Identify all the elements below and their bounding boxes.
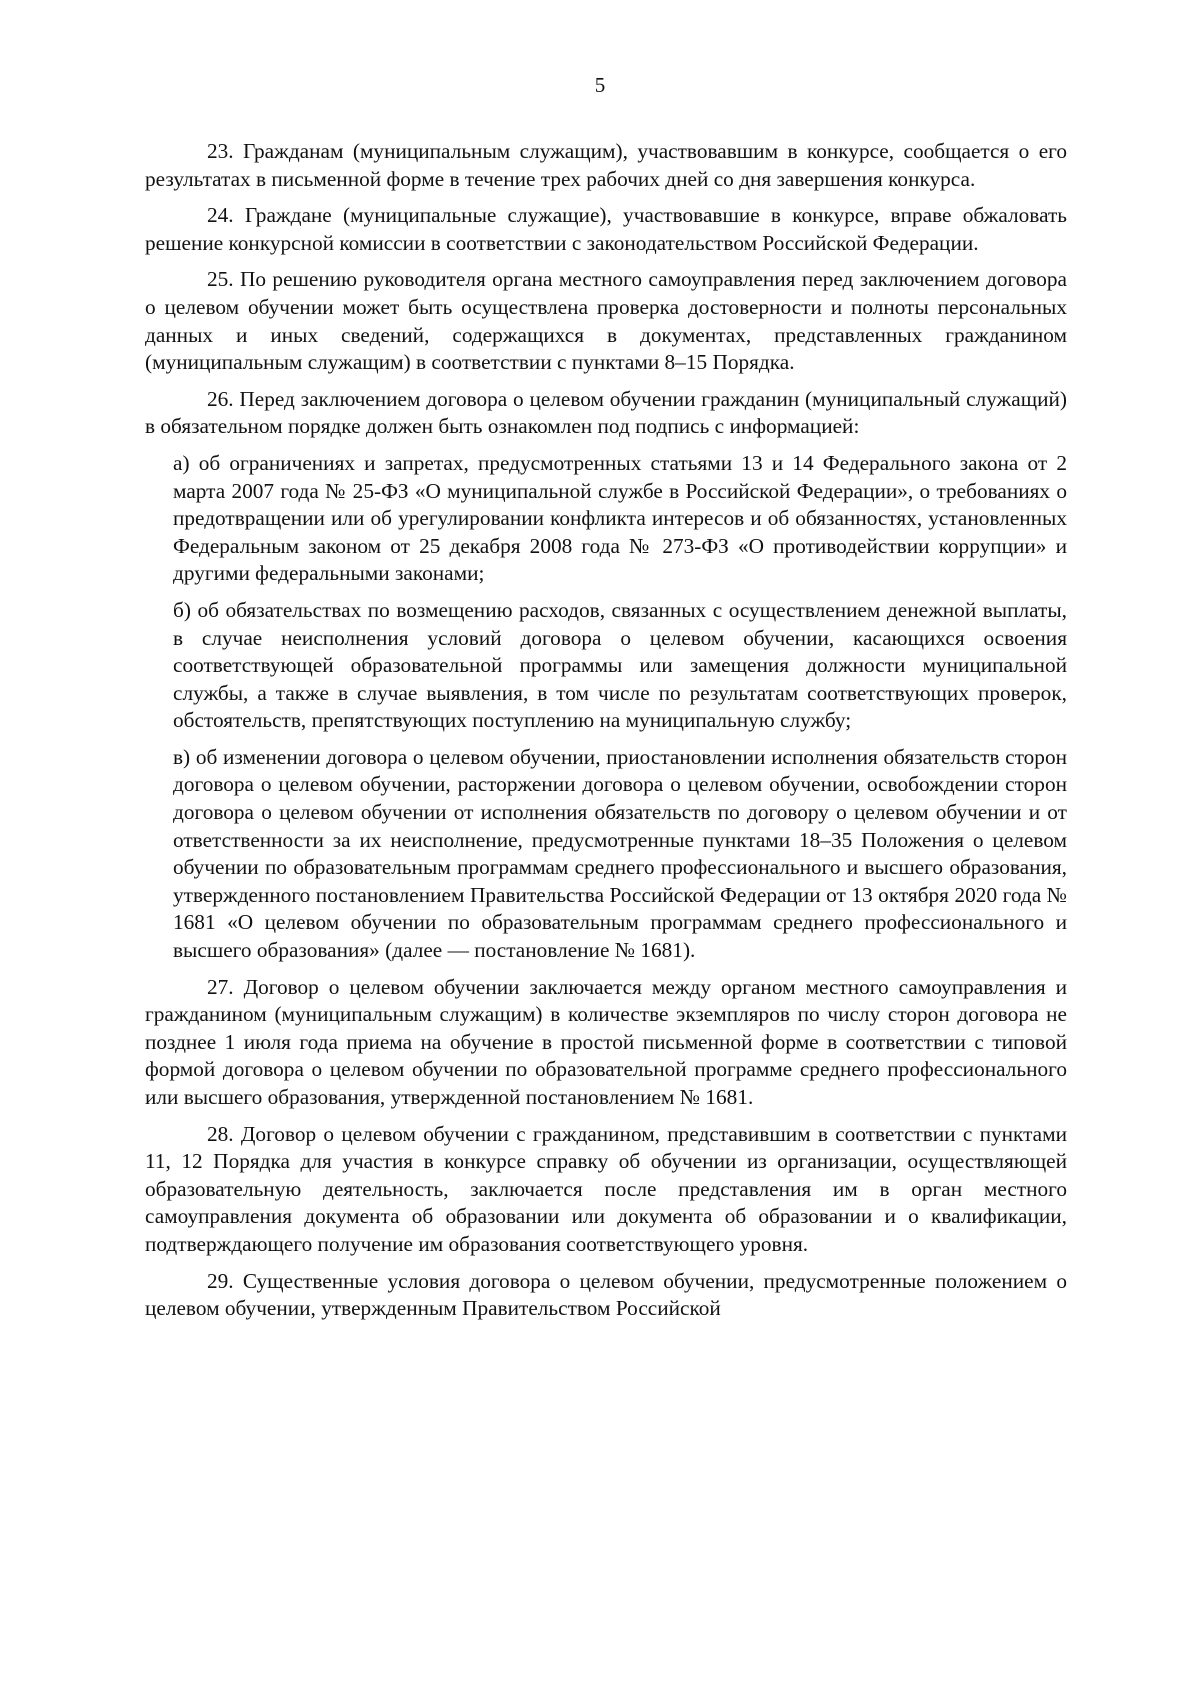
paragraph-27: 27. Договор о целевом обучении заключается между органом местного самоуправления и гражданином (муниципальным служащим) в количестве экземпляров по числу сторон договора не позднее 1 июля года приема на обучение в простой письменной форме в соответствии с типовой формой договора о целевом обучении по образовательной программе среднего профессионального или высшего образования, утвержденной постановлением № 1681. [145,974,1067,1109]
paragraph-25: 25. По решению руководителя органа местного самоуправления перед заключением договора о целевом обучении может быть осуществлена проверка достоверности и полноты персональных данных и иных сведений, содержащихся в документах, представленных гражданином (муниципальным служащим) в соответствии с пунктами 8–15 Порядка. [145,267,1067,375]
paragraph-24: 24. Граждане (муниципальные служащие), участвовавшие в конкурсе, вправе обжаловать решение конкурсной комиссии в соответствии с законодательством Российской Федерации. [145,203,1067,255]
subparagraph-26a: а) об ограничениях и запретах, предусмотренных статьями 13 и 14 Федерального закона от 2 марта 2007 года № 25-ФЗ «О муниципальной службе в Российской Федерации», о требованиях о предотвращении или об урегулировании конфликта интересов и об обязанностях, установленных Федеральным законом от 25 декабря 2008 года № 273-ФЗ «О противодействии коррупции» и другими федеральными законами; [173,450,1067,586]
paragraph-26: 26. Перед заключением договора о целевом обучении гражданин (муниципальный служащий) в обязательном порядке должен быть ознакомлен под подпись с информацией: [145,386,1067,439]
paragraph-28: 28. Договор о целевом обучении с гражданином, представившим в соответствии с пунктами 11, 12 Порядка для участия в конкурсе справку об обучении из организации, осуществляющей образовательную деятельность, заключается после представления им в орган местного самоуправления документа об образовании или документа об образовании и о квалификации, подтверждающего получение им образования соответствующего уровня. [145,1121,1067,1256]
subparagraph-26c: в) об изменении договора о целевом обучении, приостановлении исполнения обязательств сторон договора о целевом обучении, расторжении договора о целевом обучении, освобождении сторон договора о целевом обучении от исполнения обязательств по договору о целевом обучении и от ответственности за их неисполнение, предусмотренные пунктами 18–35 Положения о целевом обучении по образовательным программам среднего профессионального и высшего образования, утвержденного постановлением Правительства Российской Федерации от 13 октября 2020 года № 1681 «О целевом обучении по образовательным программам среднего профессионального и высшего образования» (далее — постановление № 1681). [173,744,1067,963]
paragraph-23: 23. Гражданам (муниципальным служащим), участвовавшим в конкурсе, сообщается о его результатах в письменной форме в течение трех рабочих дней со дня завершения конкурса. [145,139,1067,191]
page-number: 5 [594,73,606,97]
paragraph-29: 29. Существенные условия договора о целевом обучении, предусмотренные положением о целевом обучении, утвержденным Правительством Российской [145,1268,1067,1321]
document-body [145,138,1067,1332]
subparagraph-26b: б) об обязательствах по возмещению расходов, связанных с осуществлением денежной выплаты, в случае неисполнения условий договора о целевом обучении, касающихся освоения соответствующей образовательной программы или замещения должности муниципальной службы, а также в случае выявления, в том числе по результатам соответствующих проверок, обстоятельств, препятствующих поступлению на муниципальную службу; [173,597,1067,733]
